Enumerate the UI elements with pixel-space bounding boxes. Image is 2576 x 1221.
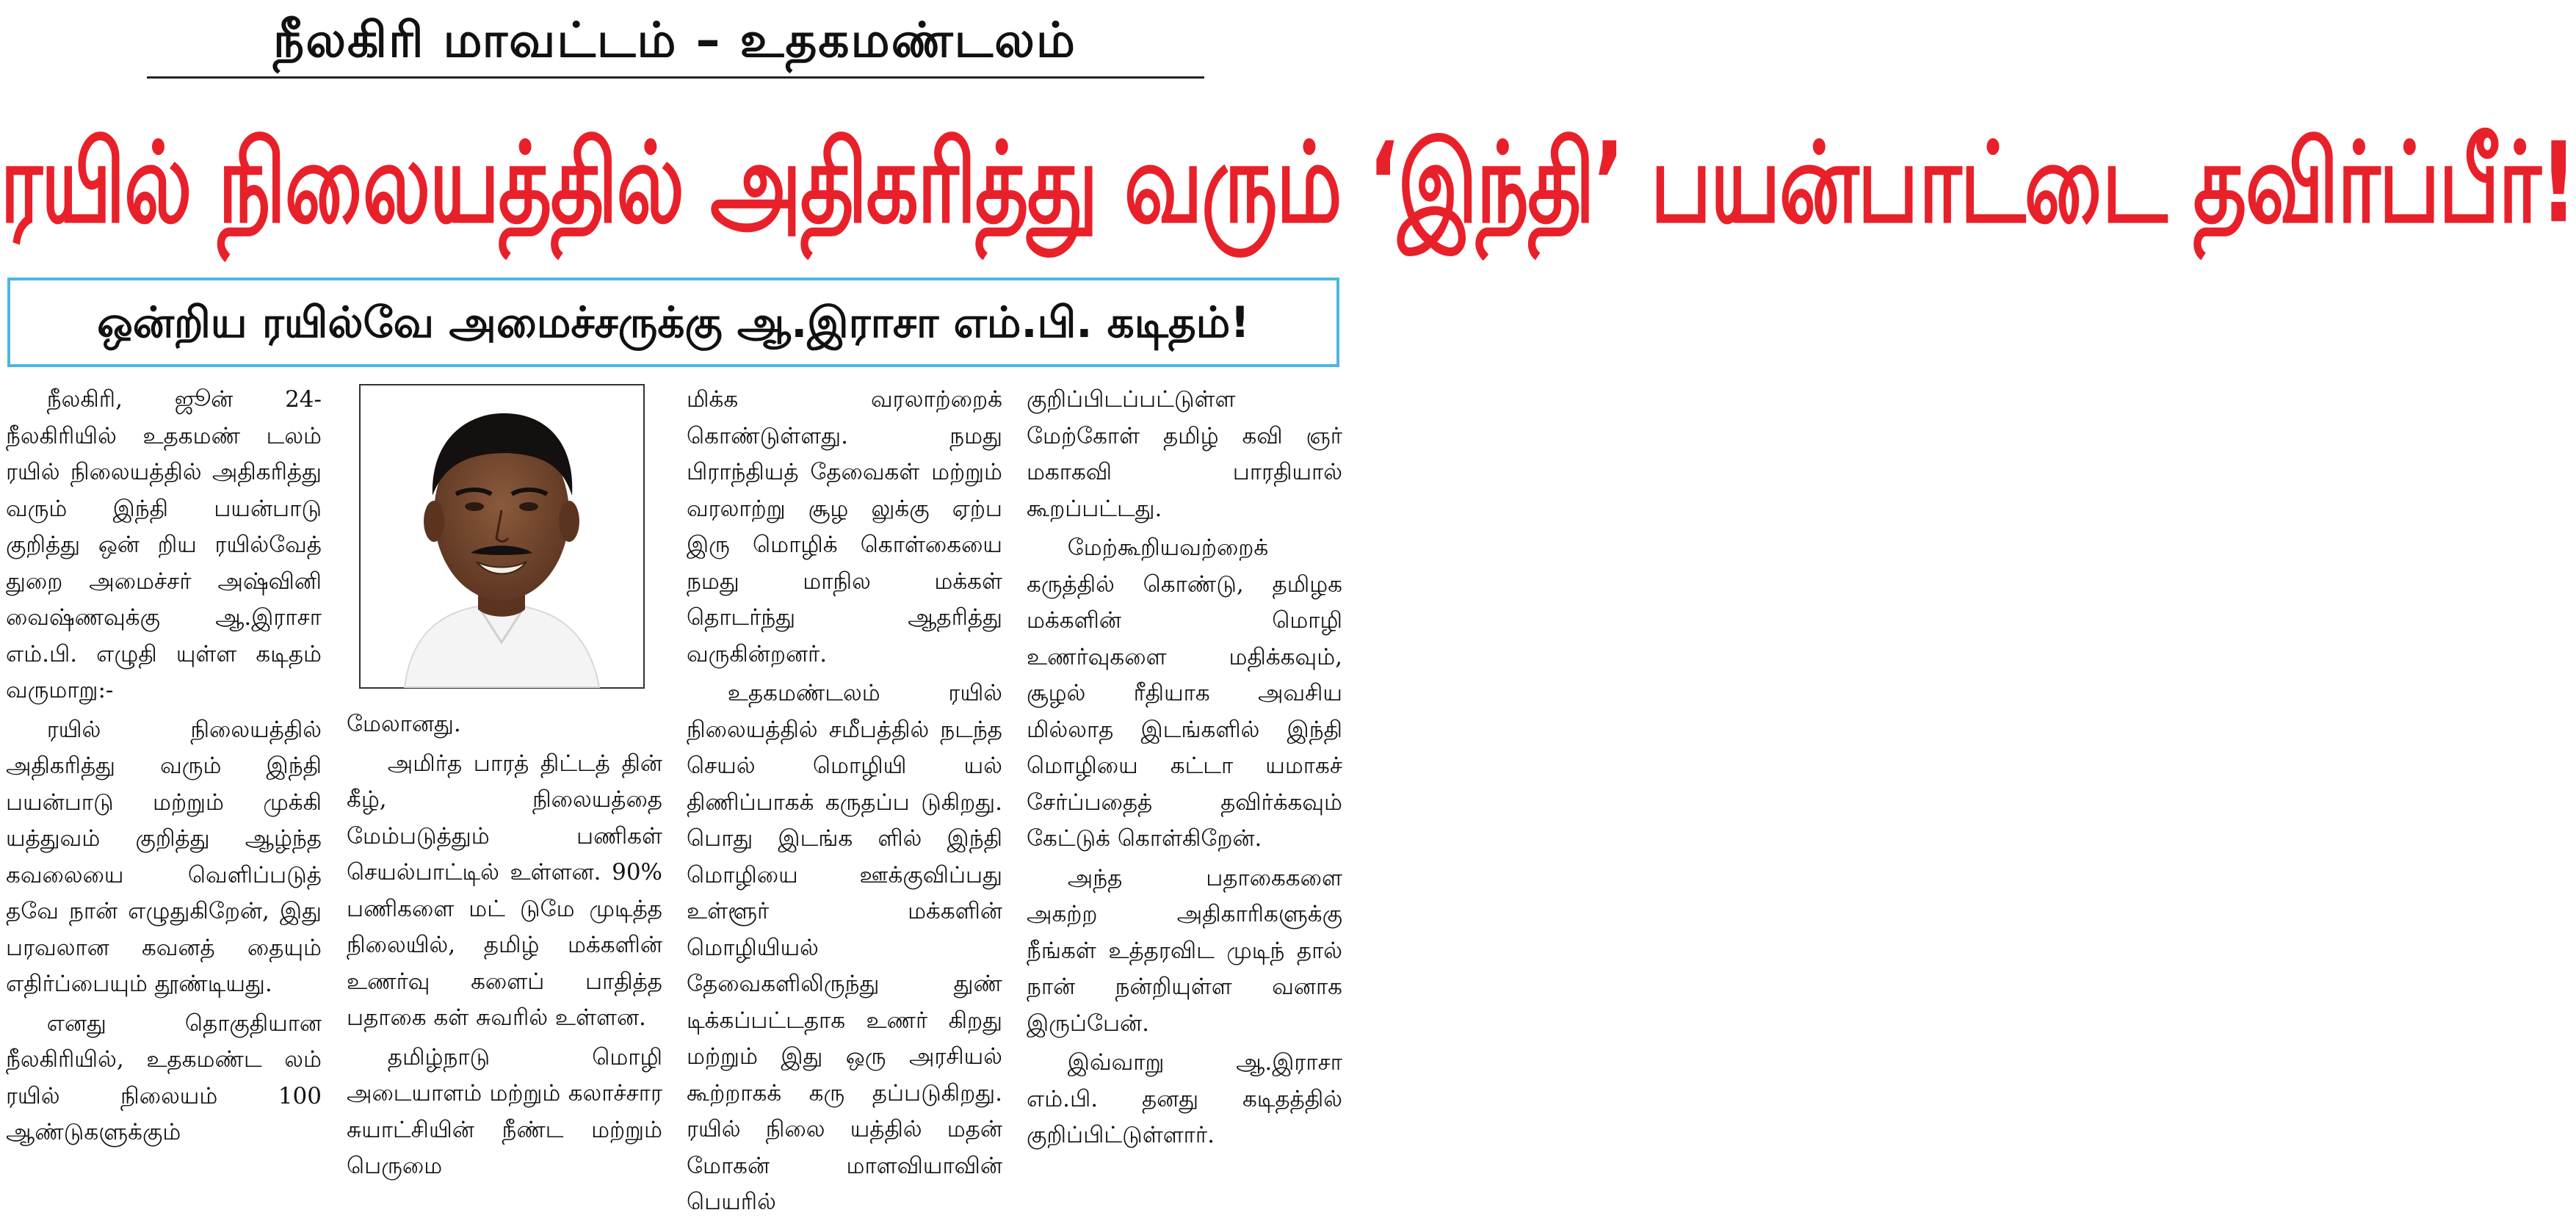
column-4-paragraph: குறிப்பிடப்பட்டுள்ள மேற்கோள் தமிழ் கவி ஞர் மகாகவி பாரதியால் கூறப்பட்டது. <box>1027 386 1342 522</box>
column-1-paragraph: எனது தொகுதியான நீலகிரியில், உதகமண்ட லம் ரயில் நிலையம் 100 ஆண்டுகளுக்கும் <box>6 1010 322 1145</box>
column-4-paragraph: அந்த பதாகைகளை அகற்ற அதிகாரிகளுக்கு நீங்கள் உத்தரவிட முடிந் தால் நான் நன்றியுள்ள வனாக இருப்பேன். <box>1027 864 1342 1037</box>
column-2 <box>347 706 662 1185</box>
column-4 <box>1027 382 1342 1154</box>
column-1-paragraph: நீலகிரி, ஜூன் 24- நீலகிரியில் உதகமண் டலம் ரயில் நிலையத்தில் அதிகரித்து வரும் இந்தி பயன்பாடு குறித்து ஒன் றிய ரயில்வேத் துறை அமைச்சர் அஷ்வினி வைஷ்ணவுக்கு ஆ.இராசா எம்.பி. எழுதி யுள்ள கடிதம் வருமாறு:- <box>6 386 322 703</box>
subheadline: ஒன்றிய ரயில்வே அமைச்சருக்கு ஆ.இராசா எம்.பி. கடிதம்! <box>97 297 1250 347</box>
dateline: நீலகிரி மாவட்டம் – உதகமண்டலம் <box>272 12 1077 68</box>
column-4-paragraph: இவ்வாறு ஆ.இராசா எம்.பி. தனது கடிதத்தில் குறிப்பிட்டுள்ளார். <box>1027 1049 1342 1148</box>
column-2-paragraph: மேலானது. <box>347 711 461 737</box>
column-3-paragraph: உதகமண்டலம் ரயில் நிலையத்தில் சமீபத்தில் நடந்த செயல் மொழியி யல் திணிப்பாகக் கருதப்ப டுகிறது. பொது இடங்க ளில் இந்தி மொழியை ஊக்குவிப்பது உள்ளூர் மக்களின் மொழியியல் தேவைகளிலிருந்து துண் டிக்கப்பட்டதாக உணர் கிறது மற்றும் இது ஒரு அரசியல் கூற்றாகக் கரு தப்படுகிறது. ரயில் நிலை யத்தில் மதன் மோகன் மாளவியாவின் பெயரில் <box>687 680 1002 1215</box>
column-2-paragraph: அமிர்த பாரத் திட்டத் தின் கீழ், நிலையத்தை மேம்படுத்தும் பணிகள் செயல்பாட்டில் உள்ளன. 90% பணிகளை மட் டுமே முடித்த நிலையில், தமிழ் மக்களின் உணர்வு களைப் பாதித்த பதாகை கள் சுவரில் உள்ளன. <box>347 750 662 1031</box>
portrait-photo <box>361 385 643 687</box>
column-3 <box>687 382 1002 1221</box>
column-4-paragraph: மேற்கூறியவற்றைக் கருத்தில் கொண்டு, தமிழக மக்களின் மொழி உணர்வுகளை மதிக்கவும், சூழல் ரீதியாக அவசிய மில்லாத இடங்களில் இந்தி மொழியை கட்டா யமாகச் சேர்ப்பதைத் தவிர்க்கவும் கேட்டுக் கொள்கிறேன். <box>1027 535 1342 852</box>
subheadline-box <box>7 278 1339 367</box>
column-1 <box>6 382 322 1151</box>
column-1-paragraph: ரயில் நிலையத்தில் அதிகரித்து வரும் இந்தி பயன்பாடு மற்றும் முக்கி யத்துவம் குறித்து ஆழ்ந்த கவலையை வெளிப்படுத் தவே நான் எழுதுகிறேன், இது பரவலான கவனத் தையும் எதிர்ப்பையும் தூண்டியது. <box>6 716 322 997</box>
column-2-paragraph: தமிழ்நாடு மொழி அடையாளம் மற்றும் கலாச்சார சுயாட்சியின் நீண்ட மற்றும் பெருமை <box>347 1043 662 1179</box>
column-3-paragraph: மிக்க வரலாற்றைக் கொண்டுள்ளது. நமது பிராந்தியத் தேவைகள் மற்றும் வரலாற்று சூழ லுக்கு ஏற்ப இரு மொழிக் கொள்கையை நமது மாநில மக்கள் தொடர்ந்து ஆதரித்து வருகின்றனர். <box>687 386 1002 667</box>
headline: ரயில் நிலையத்தில் அதிகரித்து வரும் ‘இந்தி’ பயன்பாட்டை தவிர்ப்பீர்! <box>0 119 2576 248</box>
photo-frame <box>359 384 645 689</box>
